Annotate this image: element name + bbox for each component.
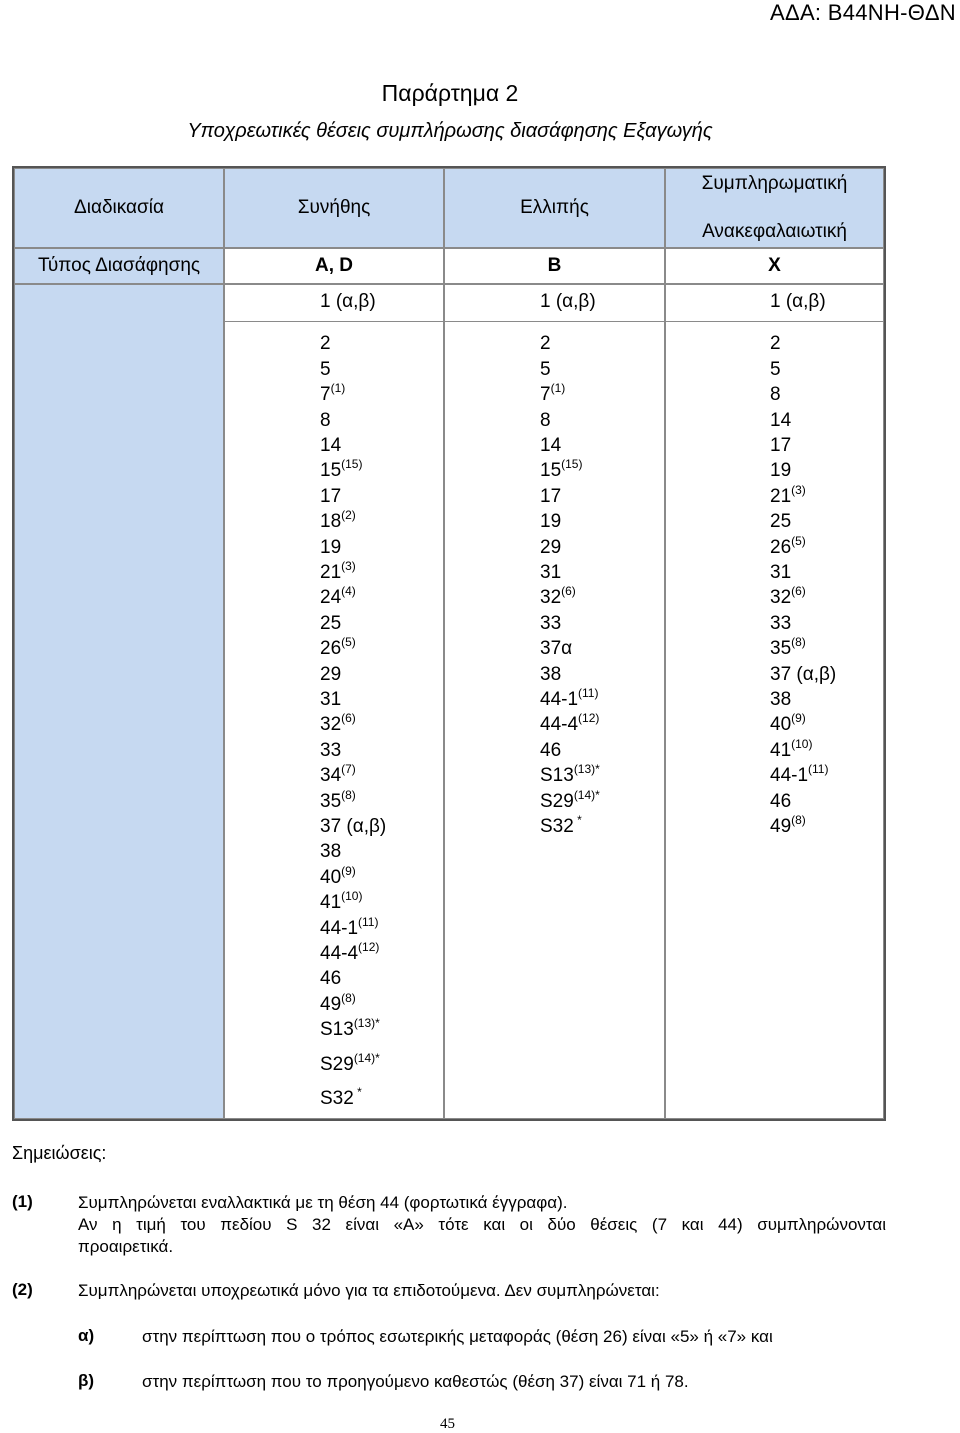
type-ad: A, D xyxy=(224,248,444,284)
field-x-10 xyxy=(770,562,791,584)
field-number: 44-1 xyxy=(770,765,809,787)
field-footnote-ref: (3) xyxy=(791,482,806,497)
field-number: 38 xyxy=(770,689,792,710)
field-footnote-ref: (13)* xyxy=(573,762,600,777)
field-b-0 xyxy=(540,291,596,313)
field-footnote-ref: (10) xyxy=(791,736,813,751)
field-b-16 xyxy=(540,711,600,736)
field-ad-1 xyxy=(320,333,331,355)
note-2-text: Συμπληρώνεται υποχρεωτικά μόνο για τα επιδοτούμενα. Δεν συμπληρώνεται: xyxy=(78,1281,660,1300)
field-number: 25 xyxy=(770,511,792,533)
field-footnote-ref: (5) xyxy=(341,635,356,650)
note-2a-text: στην περίπτωση που ο τρόπος εσωτερικής μεταφοράς (θέση 26) είναι «5» ή «7» και xyxy=(142,1327,773,1346)
field-footnote-ref: (6) xyxy=(561,584,576,599)
field-number: 38 xyxy=(540,663,562,685)
field-number: 44-4 xyxy=(540,714,579,736)
field-b-5 xyxy=(540,435,561,457)
field-x-0 xyxy=(770,291,826,313)
field-x-9 xyxy=(770,533,806,559)
field-ad-4 xyxy=(320,410,331,432)
field-number: 33 xyxy=(770,612,792,634)
field-number: 14 xyxy=(320,435,342,456)
field-number: 17 xyxy=(320,485,342,507)
field-b-1 xyxy=(540,333,551,355)
field-footnote-ref: (14)* xyxy=(573,787,600,802)
field-number: 33 xyxy=(320,739,342,761)
field-x-17 xyxy=(770,736,813,762)
field-b-10 xyxy=(540,562,561,584)
field-b-17 xyxy=(540,740,561,762)
field-ad-24 xyxy=(320,914,379,940)
field-number: 49 xyxy=(770,816,792,837)
field-x-5 xyxy=(770,435,791,457)
field-footnote-ref: (12) xyxy=(578,711,600,726)
field-number: 40 xyxy=(770,714,792,736)
field-number: S13 xyxy=(540,765,574,787)
field-number: 21 xyxy=(320,562,342,583)
field-x-8 xyxy=(770,511,791,533)
field-b-18 xyxy=(540,762,600,787)
field-ad-19 xyxy=(320,787,356,813)
field-number: 2 xyxy=(770,333,781,355)
field-footnote-ref: (8) xyxy=(791,813,806,827)
field-number: 31 xyxy=(540,562,562,583)
field-b-3 xyxy=(540,381,566,406)
field-x-6 xyxy=(770,460,791,482)
field-ad-18 xyxy=(320,762,356,787)
field-footnote-ref: (15) xyxy=(561,457,583,472)
field-number: 44-1 xyxy=(320,917,359,939)
note-1-label: (1) xyxy=(12,1192,33,1211)
field-footnote-ref: (8) xyxy=(791,635,806,650)
field-number: 17 xyxy=(540,485,562,507)
field-number: 2 xyxy=(540,333,551,355)
note-1-line2: Αν η τιμή του πεδίου S 32 είναι «A» τότε και οι δύο θέσεις (7 και 44) συμπληρώνονται xyxy=(78,1215,886,1234)
field-number: 32 xyxy=(540,587,562,609)
field-ad-16 xyxy=(320,711,356,736)
field-ad-7 xyxy=(320,486,341,508)
field-number: 21 xyxy=(770,485,792,507)
field-footnote-ref: (5) xyxy=(791,533,806,548)
field-x-2 xyxy=(770,359,781,381)
field-number: 7 xyxy=(540,384,551,406)
type-b: B xyxy=(444,248,665,284)
page-title: Παράρτημα 2 xyxy=(381,80,519,106)
field-footnote-ref: (4) xyxy=(341,584,356,599)
field-number: 37 (α,β) xyxy=(320,816,387,837)
field-ad-9 xyxy=(320,537,341,559)
field-number: 32 xyxy=(320,714,342,736)
field-number: 46 xyxy=(540,739,562,761)
header-procedure: Διαδικασία xyxy=(14,168,224,248)
field-number: 26 xyxy=(770,536,792,558)
header-normal: Συνήθης xyxy=(224,168,444,248)
field-number: 8 xyxy=(540,409,551,431)
field-footnote-ref: (6) xyxy=(791,584,806,599)
field-ad-6 xyxy=(320,457,363,482)
field-number: 1 (α,β) xyxy=(770,291,826,312)
field-b-4 xyxy=(540,410,551,432)
field-x-20 xyxy=(770,813,806,838)
field-ad-17 xyxy=(320,740,341,762)
field-number: 8 xyxy=(770,384,781,406)
note-2-label: (2) xyxy=(12,1280,33,1299)
field-footnote-ref: (7) xyxy=(341,762,356,777)
field-footnote-ref: (12) xyxy=(358,940,380,954)
field-ad-20 xyxy=(320,816,386,838)
field-footnote-ref: (8) xyxy=(341,990,356,1005)
field-number: 17 xyxy=(770,435,792,456)
field-number: 1 (α,β) xyxy=(540,291,596,312)
field-footnote-ref: (3) xyxy=(341,559,356,573)
field-footnote-ref: * xyxy=(573,813,582,827)
field-number: 5 xyxy=(540,358,551,380)
field-number: 44-1 xyxy=(540,689,579,710)
field-b-14 xyxy=(540,664,561,686)
note-1-line1: Συμπληρώνεται εναλλακτικά με τη θέση 44 (φορτωτικά έγγραφα). xyxy=(78,1193,568,1212)
field-number: 40 xyxy=(320,866,342,888)
header-declaration-type: Τύπος Διασάφησης xyxy=(14,248,224,284)
field-footnote-ref: (13)* xyxy=(353,1016,380,1031)
field-number: 18 xyxy=(320,511,342,533)
field-ad-30 xyxy=(320,1085,362,1110)
field-number: 19 xyxy=(320,536,342,558)
field-number: 15 xyxy=(540,460,562,482)
field-number: 8 xyxy=(320,409,331,431)
field-b-19 xyxy=(540,787,600,813)
body-left-column xyxy=(14,284,224,1119)
header-supplementary xyxy=(665,168,884,248)
field-footnote-ref: (15) xyxy=(341,457,363,472)
field-ad-13 xyxy=(320,635,356,660)
field-footnote-ref: (11) xyxy=(358,914,379,929)
field-x-18 xyxy=(770,762,829,787)
field-ad-26 xyxy=(320,968,341,990)
field-number: 46 xyxy=(770,790,792,812)
field-number: 25 xyxy=(320,612,342,634)
type-x: X xyxy=(665,248,884,284)
field-x-14 xyxy=(770,664,836,686)
field-x-19 xyxy=(770,791,791,813)
field-ad-0 xyxy=(320,291,376,313)
field-ad-22 xyxy=(320,863,356,889)
field-ad-23 xyxy=(320,889,363,914)
field-number: 7 xyxy=(320,384,331,406)
field-footnote-ref: (8) xyxy=(341,787,356,802)
note-2b-label: β) xyxy=(78,1371,95,1390)
field-b-6 xyxy=(540,457,583,482)
field-ad-3 xyxy=(320,381,346,406)
field-footnote-ref: (11) xyxy=(578,686,599,700)
field-number: 14 xyxy=(540,435,562,456)
field-footnote-ref: (6) xyxy=(341,711,356,726)
field-number: 37 (α,β) xyxy=(770,663,837,685)
note-1-line3: προαιρετικά. xyxy=(78,1237,174,1256)
field-ad-27 xyxy=(320,990,356,1016)
field-ad-15 xyxy=(320,689,341,711)
field-number: 37α xyxy=(540,638,573,660)
field-ad-21 xyxy=(320,841,341,863)
field-footnote-ref: (9) xyxy=(791,711,806,726)
field-x-11 xyxy=(770,584,806,609)
field-ad-5 xyxy=(320,435,341,457)
field-number: 14 xyxy=(770,409,792,431)
field-number: 35 xyxy=(320,790,342,812)
page-number: 45 xyxy=(440,1416,455,1432)
field-number: 41 xyxy=(320,892,342,914)
field-number: S13 xyxy=(320,1019,354,1041)
header-supplementary-line2: Ανακεφαλαιωτική xyxy=(702,221,847,242)
field-footnote-ref: * xyxy=(353,1085,362,1099)
field-number: 38 xyxy=(320,841,342,863)
field-footnote-ref: (11) xyxy=(808,762,829,777)
field-number: 24 xyxy=(320,587,342,609)
field-b-8 xyxy=(540,511,561,533)
field-footnote-ref: (9) xyxy=(341,863,356,878)
page-subtitle: Υποχρεωτικές θέσεις συμπλήρωσης διασάφησης Εξαγωγής xyxy=(187,120,713,142)
field-number: 5 xyxy=(320,358,331,380)
field-number: 49 xyxy=(320,993,342,1015)
field-footnote-ref: (14)* xyxy=(353,1050,380,1065)
field-b-7 xyxy=(540,486,561,508)
field-number: 5 xyxy=(770,358,781,380)
header-incomplete: Ελλιπής xyxy=(444,168,665,248)
field-x-12 xyxy=(770,613,791,635)
note-2a-label: α) xyxy=(78,1326,95,1345)
field-number: 41 xyxy=(770,739,792,761)
field-number: 19 xyxy=(540,511,562,533)
field-number: 44-4 xyxy=(320,943,359,964)
field-ad-10 xyxy=(320,559,356,584)
export-fields-table xyxy=(12,166,886,1121)
field-number: 46 xyxy=(320,968,342,990)
field-ad-2 xyxy=(320,359,331,381)
field-x-4 xyxy=(770,410,791,432)
field-b-20 xyxy=(540,813,582,838)
field-number: 29 xyxy=(540,536,562,558)
field-number: 1 (α,β) xyxy=(320,291,376,312)
field-ad-8 xyxy=(320,508,356,533)
field-number: S32 xyxy=(540,816,574,837)
field-number: 29 xyxy=(320,663,342,685)
field-b-15 xyxy=(540,686,599,711)
field-footnote-ref: (2) xyxy=(341,508,356,523)
header-supplementary-line1: Συμπληρωματική xyxy=(701,173,848,194)
notes-heading: Σημειώσεις: xyxy=(12,1143,107,1163)
field-footnote-ref: (1) xyxy=(330,381,346,396)
field-number: 2 xyxy=(320,333,331,355)
field-ad-11 xyxy=(320,584,356,609)
field-number: 35 xyxy=(770,638,792,660)
field-x-13 xyxy=(770,635,806,660)
field-number: 31 xyxy=(320,689,342,710)
field-b-11 xyxy=(540,584,576,609)
ada-code: ΑΔΑ: Β44ΝΗ-ΘΔΝ xyxy=(769,0,956,25)
field-x-3 xyxy=(770,384,781,406)
field-b-12 xyxy=(540,613,561,635)
field-x-7 xyxy=(770,482,806,508)
field-number: 32 xyxy=(770,587,792,609)
field-number: S29 xyxy=(540,790,574,812)
field-number: 34 xyxy=(320,765,342,787)
field-ad-12 xyxy=(320,613,341,635)
note-2b-text: στην περίπτωση που το προηγούμενο καθεστώς (θέση 37) είναι 71 ή 78. xyxy=(142,1372,689,1391)
field-ad-28 xyxy=(320,1016,380,1041)
field-number: 19 xyxy=(770,460,792,482)
field-footnote-ref: (1) xyxy=(550,381,566,396)
field-b-2 xyxy=(540,359,551,381)
field-ad-14 xyxy=(320,664,341,686)
field-number: S32 xyxy=(320,1088,354,1109)
field-b-9 xyxy=(540,537,561,559)
field-ad-25 xyxy=(320,940,380,965)
field-number: 15 xyxy=(320,460,342,482)
field-number: 31 xyxy=(770,562,792,583)
first-row-divider xyxy=(224,321,884,322)
field-number: S29 xyxy=(320,1053,354,1075)
field-b-13 xyxy=(540,638,572,660)
field-ad-29 xyxy=(320,1050,380,1076)
field-x-16 xyxy=(770,711,806,736)
field-number: 33 xyxy=(540,612,562,634)
field-x-1 xyxy=(770,333,781,355)
field-x-15 xyxy=(770,689,791,711)
field-footnote-ref: (10) xyxy=(341,889,363,904)
field-number: 26 xyxy=(320,638,342,660)
